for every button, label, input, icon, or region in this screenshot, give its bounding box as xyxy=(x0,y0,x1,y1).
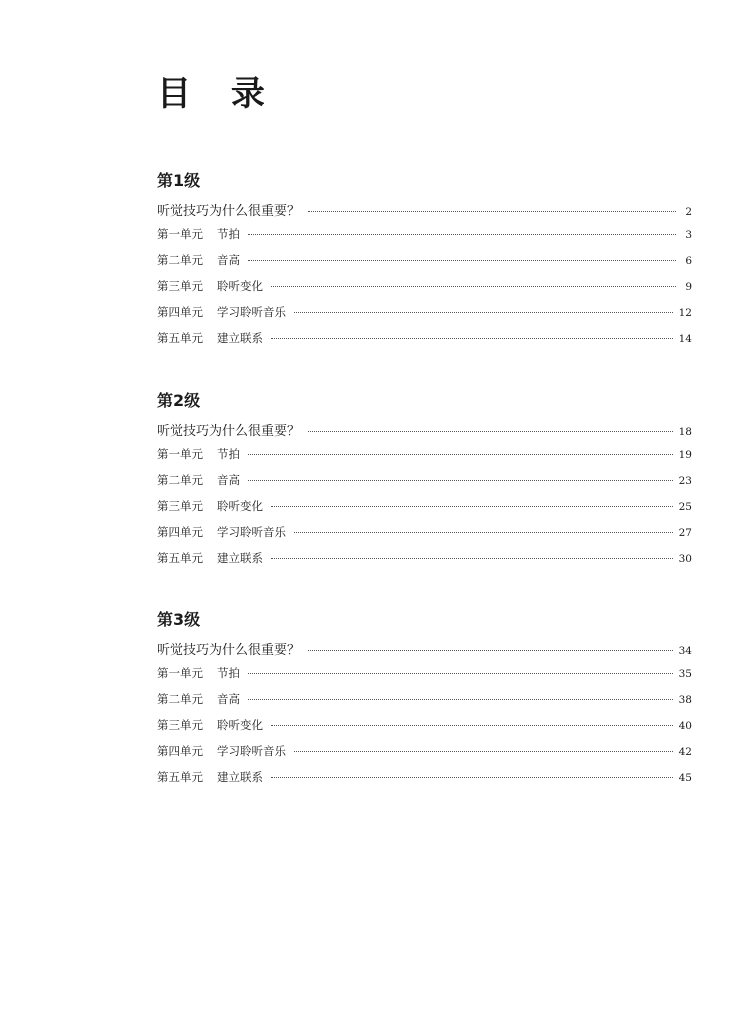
level-heading: 第2级 xyxy=(157,391,201,410)
toc-entry-unit-4[interactable] xyxy=(157,743,692,769)
toc-page-number: 6 xyxy=(685,255,692,267)
toc-unit-number: 第五单元 xyxy=(157,551,203,565)
toc-entry-unit-5[interactable] xyxy=(157,769,692,795)
toc-entry-title: 听觉技巧为什么很重要？ xyxy=(157,424,301,439)
level-1-section xyxy=(157,170,692,356)
toc-unit-number: 第二单元 xyxy=(157,253,203,267)
toc-entry-title: 学习聆听音乐 xyxy=(217,744,286,758)
toc-entry-title: 聆听变化 xyxy=(217,499,263,513)
dot-leader xyxy=(294,532,673,533)
toc-entry-unit-1[interactable] xyxy=(157,446,692,472)
toc-entry-title: 建立联系 xyxy=(217,770,263,784)
dot-leader xyxy=(308,431,673,432)
dot-leader xyxy=(271,338,673,339)
toc-entry-unit-1[interactable] xyxy=(157,226,692,252)
toc-unit-number: 第五单元 xyxy=(157,331,203,345)
toc-page-number: 18 xyxy=(678,426,692,438)
toc-entry-unit-1[interactable] xyxy=(157,665,692,691)
dot-leader xyxy=(248,480,673,481)
toc-unit-number: 第四单元 xyxy=(157,744,203,758)
toc-page-number: 25 xyxy=(678,501,692,513)
toc-page-number: 19 xyxy=(678,449,692,461)
dot-leader xyxy=(294,312,673,313)
dot-leader xyxy=(271,506,673,507)
toc-entry-title: 学习聆听音乐 xyxy=(217,305,286,319)
toc-entry-title: 节拍 xyxy=(217,666,240,680)
dot-leader xyxy=(248,260,676,261)
toc-page-number: 38 xyxy=(678,694,692,706)
toc-unit-number: 第一单元 xyxy=(157,666,203,680)
toc-entry-unit-4[interactable] xyxy=(157,524,692,550)
toc-entry-unit-5[interactable] xyxy=(157,550,692,576)
toc-entry-unit-4[interactable] xyxy=(157,304,692,330)
dot-leader xyxy=(271,558,673,559)
toc-page-number: 2 xyxy=(685,206,692,218)
toc-entry-title: 建立联系 xyxy=(217,331,263,345)
toc-unit-number: 第四单元 xyxy=(157,525,203,539)
toc-entry-unit-2[interactable] xyxy=(157,252,692,278)
toc-entry-title: 学习聆听音乐 xyxy=(217,525,286,539)
toc-unit-number: 第一单元 xyxy=(157,227,203,241)
toc-entry-title: 听觉技巧为什么很重要？ xyxy=(157,643,301,658)
toc-entry-title: 节拍 xyxy=(217,447,240,461)
level-3-section xyxy=(157,609,692,795)
toc-entry-unit-5[interactable] xyxy=(157,330,692,356)
toc-entry-intro[interactable] xyxy=(157,200,692,226)
toc-page-number: 40 xyxy=(678,720,692,732)
toc-entry-unit-3[interactable] xyxy=(157,278,692,304)
dot-leader xyxy=(248,234,676,235)
toc-page-number: 30 xyxy=(678,553,692,565)
toc-page-number: 42 xyxy=(678,746,692,758)
dot-leader xyxy=(271,777,673,778)
toc-page-number: 3 xyxy=(685,229,692,241)
dot-leader xyxy=(248,454,673,455)
toc-entry-intro[interactable] xyxy=(157,420,692,446)
toc-page-number: 12 xyxy=(678,307,692,319)
toc-unit-number: 第一单元 xyxy=(157,447,203,461)
toc-page-number: 45 xyxy=(678,772,692,784)
toc-unit-number: 第三单元 xyxy=(157,499,203,513)
dot-leader xyxy=(271,725,673,726)
toc-page-number: 35 xyxy=(678,668,692,680)
toc-page-number: 34 xyxy=(678,645,692,657)
toc-unit-number: 第二单元 xyxy=(157,692,203,706)
toc-entry-unit-3[interactable] xyxy=(157,498,692,524)
toc-entry-title: 聆听变化 xyxy=(217,718,263,732)
toc-page-number: 9 xyxy=(685,281,692,293)
toc-entry-intro[interactable] xyxy=(157,639,692,665)
toc-entry-title: 音高 xyxy=(217,253,240,267)
dot-leader xyxy=(294,751,673,752)
toc-entry-title: 聆听变化 xyxy=(217,279,263,293)
level-heading: 第3级 xyxy=(157,610,201,629)
dot-leader xyxy=(271,286,676,287)
toc-unit-number: 第五单元 xyxy=(157,770,203,784)
toc-unit-number: 第四单元 xyxy=(157,305,203,319)
dot-leader xyxy=(308,650,673,651)
toc-entry-title: 听觉技巧为什么很重要？ xyxy=(157,204,301,219)
toc-page-number: 23 xyxy=(678,475,692,487)
toc-entry-unit-2[interactable] xyxy=(157,472,692,498)
dot-leader xyxy=(308,211,676,212)
page-title: 目 录 xyxy=(157,74,279,114)
dot-leader xyxy=(248,699,673,700)
toc-entry-unit-3[interactable] xyxy=(157,717,692,743)
level-2-section xyxy=(157,390,692,576)
toc-entry-title: 音高 xyxy=(217,692,240,706)
toc-page-number: 27 xyxy=(678,527,692,539)
level-heading: 第1级 xyxy=(157,171,201,190)
toc-entry-unit-2[interactable] xyxy=(157,691,692,717)
toc-entry-title: 节拍 xyxy=(217,227,240,241)
toc-entry-title: 音高 xyxy=(217,473,240,487)
toc-entry-title: 建立联系 xyxy=(217,551,263,565)
dot-leader xyxy=(248,673,673,674)
toc-unit-number: 第三单元 xyxy=(157,279,203,293)
toc-unit-number: 第三单元 xyxy=(157,718,203,732)
toc-unit-number: 第二单元 xyxy=(157,473,203,487)
toc-page-number: 14 xyxy=(678,333,692,345)
